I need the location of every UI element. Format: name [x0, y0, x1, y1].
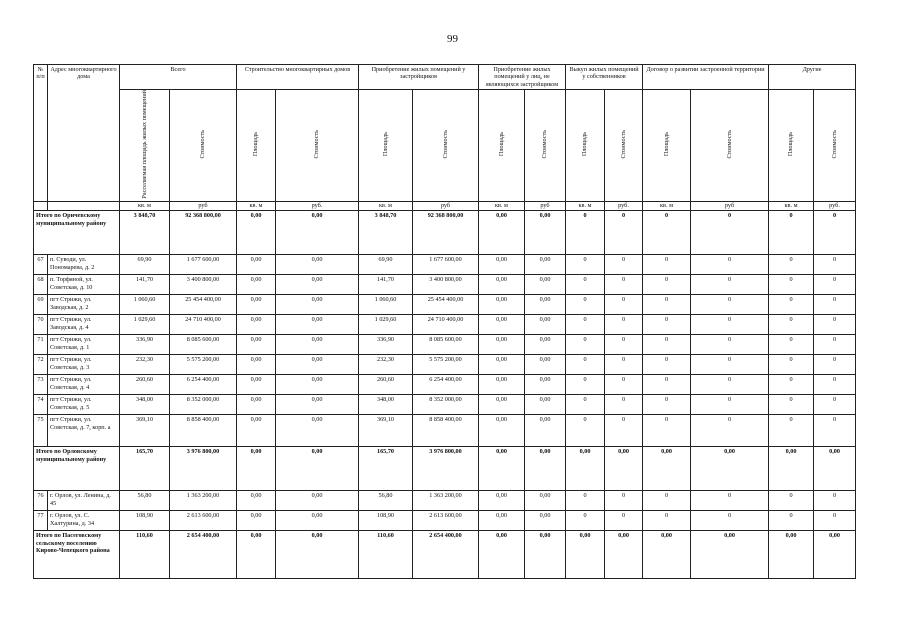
- value-cell: 24 710 400,00: [413, 315, 479, 335]
- value-cell: 0: [566, 511, 605, 531]
- value-cell: 0,00: [276, 275, 359, 295]
- value-cell: 1 060,60: [120, 295, 170, 315]
- page-number: 99: [447, 33, 458, 45]
- sub-header: Стоимость: [525, 90, 566, 202]
- address-cell: пгт Стрижи, ул. Советская, д. 7, корп. а: [48, 415, 120, 447]
- subtotal-row: [34, 211, 856, 255]
- sub-header: Стоимость: [413, 90, 479, 202]
- row-number: 74: [34, 395, 48, 415]
- table-row: [34, 255, 856, 275]
- table-row: [34, 295, 856, 315]
- value-cell: 232,30: [359, 355, 413, 375]
- value-cell: 0,00: [276, 491, 359, 511]
- value-cell: 8 352 000,00: [413, 395, 479, 415]
- units-cell: кв. м: [479, 202, 525, 211]
- address-cell: пгт Стрижи, ул. Советская, д. 4: [48, 375, 120, 395]
- value-cell: 0: [643, 375, 691, 395]
- value-cell: 0,00: [525, 447, 566, 491]
- address-cell: пгт Стрижи, ул. Заводская, д. 2: [48, 295, 120, 315]
- value-cell: 0: [566, 295, 605, 315]
- value-cell: 0,00: [237, 447, 276, 491]
- address-cell: пгт Стрижи, ул. Советская, д. 3: [48, 355, 120, 375]
- value-cell: 0,00: [276, 511, 359, 531]
- value-cell: 141,70: [359, 275, 413, 295]
- value-cell: 2 654 400,00: [170, 531, 237, 579]
- value-cell: 0: [566, 375, 605, 395]
- units-cell: кв. м: [237, 202, 276, 211]
- units-cell: руб: [170, 202, 237, 211]
- value-cell: 0: [691, 375, 769, 395]
- value-cell: 0: [605, 511, 643, 531]
- sub-header: Площадь: [237, 90, 276, 202]
- value-cell: 0,00: [769, 531, 814, 579]
- value-cell: 0,00: [479, 355, 525, 375]
- value-cell: 0: [814, 295, 856, 315]
- value-cell: 0: [566, 355, 605, 375]
- value-cell: 3 976 800,00: [413, 447, 479, 491]
- value-cell: 0: [691, 491, 769, 511]
- value-cell: 0: [769, 395, 814, 415]
- sub-header: Площадь: [769, 90, 814, 202]
- value-cell: 3 400 800,00: [413, 275, 479, 295]
- value-cell: 0,00: [276, 355, 359, 375]
- value-cell: 0,00: [276, 415, 359, 447]
- row-number: 77: [34, 511, 48, 531]
- value-cell: 0,00: [525, 531, 566, 579]
- value-cell: 0: [814, 375, 856, 395]
- value-cell: 0: [814, 511, 856, 531]
- value-cell: 1 060,60: [359, 295, 413, 315]
- value-cell: 1 029,60: [359, 315, 413, 335]
- row-number: 72: [34, 355, 48, 375]
- value-cell: 0,00: [237, 415, 276, 447]
- value-cell: 0,00: [525, 335, 566, 355]
- value-cell: 0: [566, 255, 605, 275]
- value-cell: 0,00: [525, 211, 566, 255]
- value-cell: 0,00: [276, 447, 359, 491]
- value-cell: 0: [769, 511, 814, 531]
- units-cell: кв. м: [359, 202, 413, 211]
- address-cell: п. Торфяной, ул. Советская, д. 10: [48, 275, 120, 295]
- row-number: 75: [34, 415, 48, 447]
- value-cell: 0,00: [643, 447, 691, 491]
- value-cell: 0: [769, 415, 814, 447]
- value-cell: 0: [814, 415, 856, 447]
- value-cell: 6 254 400,00: [413, 375, 479, 395]
- units-cell: руб: [525, 202, 566, 211]
- value-cell: 0: [769, 335, 814, 355]
- value-cell: 0,00: [237, 375, 276, 395]
- value-cell: 0: [691, 315, 769, 335]
- value-cell: 0,00: [276, 395, 359, 415]
- address-cell: г. Орлов, ул. Ленина, д. 45: [48, 491, 120, 511]
- value-cell: 0: [605, 415, 643, 447]
- value-cell: 5 575 200,00: [170, 355, 237, 375]
- table-row: [34, 415, 856, 447]
- address-cell: пгт Стрижи, ул. Заводская, д. 4: [48, 315, 120, 335]
- value-cell: 0: [769, 211, 814, 255]
- value-cell: 0: [643, 491, 691, 511]
- value-cell: 0: [566, 491, 605, 511]
- group-header: Выкуп жилых помещений у собственников: [566, 65, 643, 90]
- value-cell: 0: [643, 511, 691, 531]
- value-cell: 110,60: [120, 531, 170, 579]
- value-cell: 0,00: [276, 295, 359, 315]
- value-cell: 0,00: [479, 275, 525, 295]
- sub-header: Стоимость: [276, 90, 359, 202]
- value-cell: 0: [814, 255, 856, 275]
- value-cell: 0,00: [237, 395, 276, 415]
- num-header: № п/п: [34, 65, 48, 202]
- value-cell: 0: [814, 211, 856, 255]
- value-cell: 0: [605, 491, 643, 511]
- value-cell: 0,00: [276, 211, 359, 255]
- value-cell: 0: [691, 355, 769, 375]
- units-cell: кв. м: [769, 202, 814, 211]
- value-cell: 0: [643, 355, 691, 375]
- units-cell: руб.: [605, 202, 643, 211]
- value-cell: 0: [643, 415, 691, 447]
- table-row: [34, 275, 856, 295]
- value-cell: 0,00: [525, 295, 566, 315]
- value-cell: 0: [769, 375, 814, 395]
- value-cell: 0,00: [525, 511, 566, 531]
- value-cell: 0: [691, 211, 769, 255]
- value-cell: 2 654 400,00: [413, 531, 479, 579]
- value-cell: 69,90: [359, 255, 413, 275]
- value-cell: 232,30: [120, 355, 170, 375]
- value-cell: 108,90: [120, 511, 170, 531]
- value-cell: 0: [769, 275, 814, 295]
- subtotal-row: [34, 447, 856, 491]
- table-row: [34, 395, 856, 415]
- value-cell: 0: [643, 315, 691, 335]
- value-cell: 0,00: [479, 511, 525, 531]
- value-cell: 0: [605, 211, 643, 255]
- units-row: [34, 202, 856, 211]
- units-cell: кв. м: [566, 202, 605, 211]
- value-cell: 0: [814, 275, 856, 295]
- group-header: Всего: [120, 65, 237, 90]
- value-cell: 1 677 600,00: [413, 255, 479, 275]
- value-cell: 56,80: [120, 491, 170, 511]
- value-cell: 0,00: [814, 531, 856, 579]
- value-cell: 0,00: [605, 531, 643, 579]
- value-cell: 0,00: [525, 255, 566, 275]
- value-cell: 69,90: [120, 255, 170, 275]
- sub-header: Расселяемая площадь жилых помещений: [120, 90, 170, 202]
- table-body: [34, 211, 856, 579]
- units-cell: кв. м: [120, 202, 170, 211]
- value-cell: 336,90: [120, 335, 170, 355]
- group-header: Приобретение жилых помещений у лиц, не являющихся застройщиком: [479, 65, 566, 90]
- value-cell: 165,70: [359, 447, 413, 491]
- value-cell: 1 677 600,00: [170, 255, 237, 275]
- value-cell: 0: [643, 295, 691, 315]
- sub-header: Стоимость: [691, 90, 769, 202]
- value-cell: 0,00: [237, 295, 276, 315]
- value-cell: 0,00: [276, 531, 359, 579]
- value-cell: 25 454 400,00: [413, 295, 479, 315]
- value-cell: 0: [566, 275, 605, 295]
- value-cell: 0: [691, 395, 769, 415]
- group-header: Строительство многоквартирных домов: [237, 65, 359, 90]
- value-cell: 369,10: [120, 415, 170, 447]
- value-cell: 0,00: [525, 415, 566, 447]
- sub-header: Стоимость: [170, 90, 237, 202]
- value-cell: 0: [605, 355, 643, 375]
- value-cell: 0,00: [237, 491, 276, 511]
- units-cell: руб: [413, 202, 479, 211]
- row-number: 67: [34, 255, 48, 275]
- group-header-row: [34, 65, 856, 90]
- value-cell: 92 368 800,00: [170, 211, 237, 255]
- value-cell: 0: [643, 211, 691, 255]
- value-cell: 0,00: [237, 511, 276, 531]
- value-cell: 8 858 400,00: [413, 415, 479, 447]
- resettlement-table: [33, 64, 856, 579]
- sub-header: Площадь: [566, 90, 605, 202]
- table-row: [34, 491, 856, 511]
- value-cell: 0: [814, 395, 856, 415]
- table-row: [34, 335, 856, 355]
- value-cell: 3 848,70: [359, 211, 413, 255]
- value-cell: 0: [605, 295, 643, 315]
- value-cell: 24 710 400,00: [170, 315, 237, 335]
- value-cell: 5 575 200,00: [413, 355, 479, 375]
- sub-header: Площадь: [359, 90, 413, 202]
- value-cell: 0,00: [237, 255, 276, 275]
- value-cell: 369,10: [359, 415, 413, 447]
- value-cell: 1 029,60: [120, 315, 170, 335]
- value-cell: 8 085 600,00: [170, 335, 237, 355]
- units-cell: руб: [691, 202, 769, 211]
- table-row: [34, 315, 856, 335]
- value-cell: 0,00: [479, 295, 525, 315]
- value-cell: 2 613 600,00: [413, 511, 479, 531]
- value-cell: 0: [643, 335, 691, 355]
- units-cell: руб.: [276, 202, 359, 211]
- value-cell: 0,00: [691, 531, 769, 579]
- value-cell: 0: [566, 395, 605, 415]
- units-cell: кв. м: [643, 202, 691, 211]
- value-cell: 0,00: [525, 275, 566, 295]
- table-row: [34, 355, 856, 375]
- value-cell: 0: [643, 255, 691, 275]
- value-cell: 0: [643, 395, 691, 415]
- units-cell: [34, 202, 48, 211]
- value-cell: 8 085 600,00: [413, 335, 479, 355]
- value-cell: 0,00: [237, 275, 276, 295]
- value-cell: 0,00: [479, 491, 525, 511]
- value-cell: 0,00: [525, 315, 566, 335]
- value-cell: 0,00: [237, 315, 276, 335]
- value-cell: 0: [566, 211, 605, 255]
- sub-header: Стоимость: [814, 90, 856, 202]
- value-cell: 0: [605, 255, 643, 275]
- sub-header: Стоимость: [605, 90, 643, 202]
- value-cell: 0: [814, 315, 856, 335]
- value-cell: 1 363 200,00: [170, 491, 237, 511]
- group-header: Договор о развитии застроенной территории: [643, 65, 769, 90]
- units-cell: руб.: [814, 202, 856, 211]
- group-header: Приобретение жилых помещений у застройщиков: [359, 65, 479, 90]
- value-cell: 25 454 400,00: [170, 295, 237, 315]
- value-cell: 8 352 000,00: [170, 395, 237, 415]
- row-number: 68: [34, 275, 48, 295]
- value-cell: 0,00: [237, 531, 276, 579]
- sub-header-row: [34, 90, 856, 202]
- value-cell: 0: [605, 315, 643, 335]
- value-cell: 336,90: [359, 335, 413, 355]
- value-cell: 348,00: [120, 395, 170, 415]
- sub-header: Площадь: [479, 90, 525, 202]
- value-cell: 141,70: [120, 275, 170, 295]
- value-cell: 0: [605, 335, 643, 355]
- address-cell: г. Орлов, ул. С. Халтурина, д. 34: [48, 511, 120, 531]
- address-cell: пгт Стрижи, ул. Советская, д. 5: [48, 395, 120, 415]
- value-cell: 3 400 800,00: [170, 275, 237, 295]
- value-cell: 0: [691, 511, 769, 531]
- value-cell: 1 363 200,00: [413, 491, 479, 511]
- value-cell: 260,60: [359, 375, 413, 395]
- address-cell: пгт Стрижи, ул. Советская, д. 1: [48, 335, 120, 355]
- value-cell: 0: [769, 491, 814, 511]
- value-cell: 348,00: [359, 395, 413, 415]
- value-cell: 165,70: [120, 447, 170, 491]
- value-cell: 0,00: [276, 315, 359, 335]
- value-cell: 108,90: [359, 511, 413, 531]
- value-cell: 0,00: [276, 255, 359, 275]
- value-cell: 0: [691, 335, 769, 355]
- value-cell: 0,00: [566, 447, 605, 491]
- value-cell: 6 254 400,00: [170, 375, 237, 395]
- table-row: [34, 511, 856, 531]
- value-cell: 8 858 400,00: [170, 415, 237, 447]
- value-cell: 0,00: [525, 491, 566, 511]
- value-cell: 0: [769, 295, 814, 315]
- value-cell: 0,00: [814, 447, 856, 491]
- value-cell: 0: [691, 415, 769, 447]
- subtotal-label: Итого по Оричевскому муниципальному району: [34, 211, 120, 255]
- value-cell: 0: [605, 275, 643, 295]
- value-cell: 0: [691, 275, 769, 295]
- value-cell: 0: [814, 335, 856, 355]
- value-cell: 0,00: [479, 335, 525, 355]
- value-cell: 0,00: [276, 375, 359, 395]
- group-header: Другие: [769, 65, 856, 90]
- value-cell: 0: [566, 415, 605, 447]
- row-number: 71: [34, 335, 48, 355]
- value-cell: 0,00: [237, 335, 276, 355]
- value-cell: 0,00: [605, 447, 643, 491]
- value-cell: 0,00: [691, 447, 769, 491]
- value-cell: 0: [769, 255, 814, 275]
- value-cell: 110,60: [359, 531, 413, 579]
- value-cell: 0: [769, 315, 814, 335]
- value-cell: 0,00: [566, 531, 605, 579]
- value-cell: 260,60: [120, 375, 170, 395]
- value-cell: 0: [566, 315, 605, 335]
- value-cell: 0,00: [769, 447, 814, 491]
- value-cell: 0,00: [479, 447, 525, 491]
- value-cell: 0,00: [525, 375, 566, 395]
- value-cell: 0,00: [479, 255, 525, 275]
- subtotal-row: [34, 531, 856, 579]
- value-cell: 0: [691, 295, 769, 315]
- subtotal-label: Итого по Орловскому муниципальному району: [34, 447, 120, 491]
- value-cell: 0: [814, 355, 856, 375]
- units-cell: [48, 202, 120, 211]
- row-number: 70: [34, 315, 48, 335]
- value-cell: 0,00: [276, 335, 359, 355]
- value-cell: 92 368 800,00: [413, 211, 479, 255]
- row-number: 69: [34, 295, 48, 315]
- value-cell: 3 976 800,00: [170, 447, 237, 491]
- value-cell: 3 848,70: [120, 211, 170, 255]
- value-cell: 0: [691, 255, 769, 275]
- address-header: Адрес многоквартирного дома: [48, 65, 120, 202]
- value-cell: 0,00: [479, 531, 525, 579]
- value-cell: 0,00: [525, 395, 566, 415]
- value-cell: 2 613 600,00: [170, 511, 237, 531]
- value-cell: 0: [566, 335, 605, 355]
- value-cell: 0: [605, 375, 643, 395]
- table-header: [34, 65, 856, 211]
- value-cell: 0,00: [479, 211, 525, 255]
- value-cell: 0,00: [479, 395, 525, 415]
- value-cell: 0,00: [237, 211, 276, 255]
- value-cell: 0,00: [479, 315, 525, 335]
- address-cell: п. Суводи, ул. Пономарева, д. 2: [48, 255, 120, 275]
- subtotal-label: Итого по Пасеговскому сельскому поселению Кирово-Чепецкого района: [34, 531, 120, 579]
- value-cell: 0,00: [479, 415, 525, 447]
- value-cell: 0: [769, 355, 814, 375]
- value-cell: 0: [605, 395, 643, 415]
- row-number: 76: [34, 491, 48, 511]
- row-number: 73: [34, 375, 48, 395]
- table-row: [34, 375, 856, 395]
- sub-header: Площадь: [643, 90, 691, 202]
- value-cell: 0,00: [643, 531, 691, 579]
- value-cell: 0: [643, 275, 691, 295]
- value-cell: 0,00: [525, 355, 566, 375]
- value-cell: 56,80: [359, 491, 413, 511]
- value-cell: 0,00: [479, 375, 525, 395]
- value-cell: 0,00: [237, 355, 276, 375]
- value-cell: 0: [814, 491, 856, 511]
